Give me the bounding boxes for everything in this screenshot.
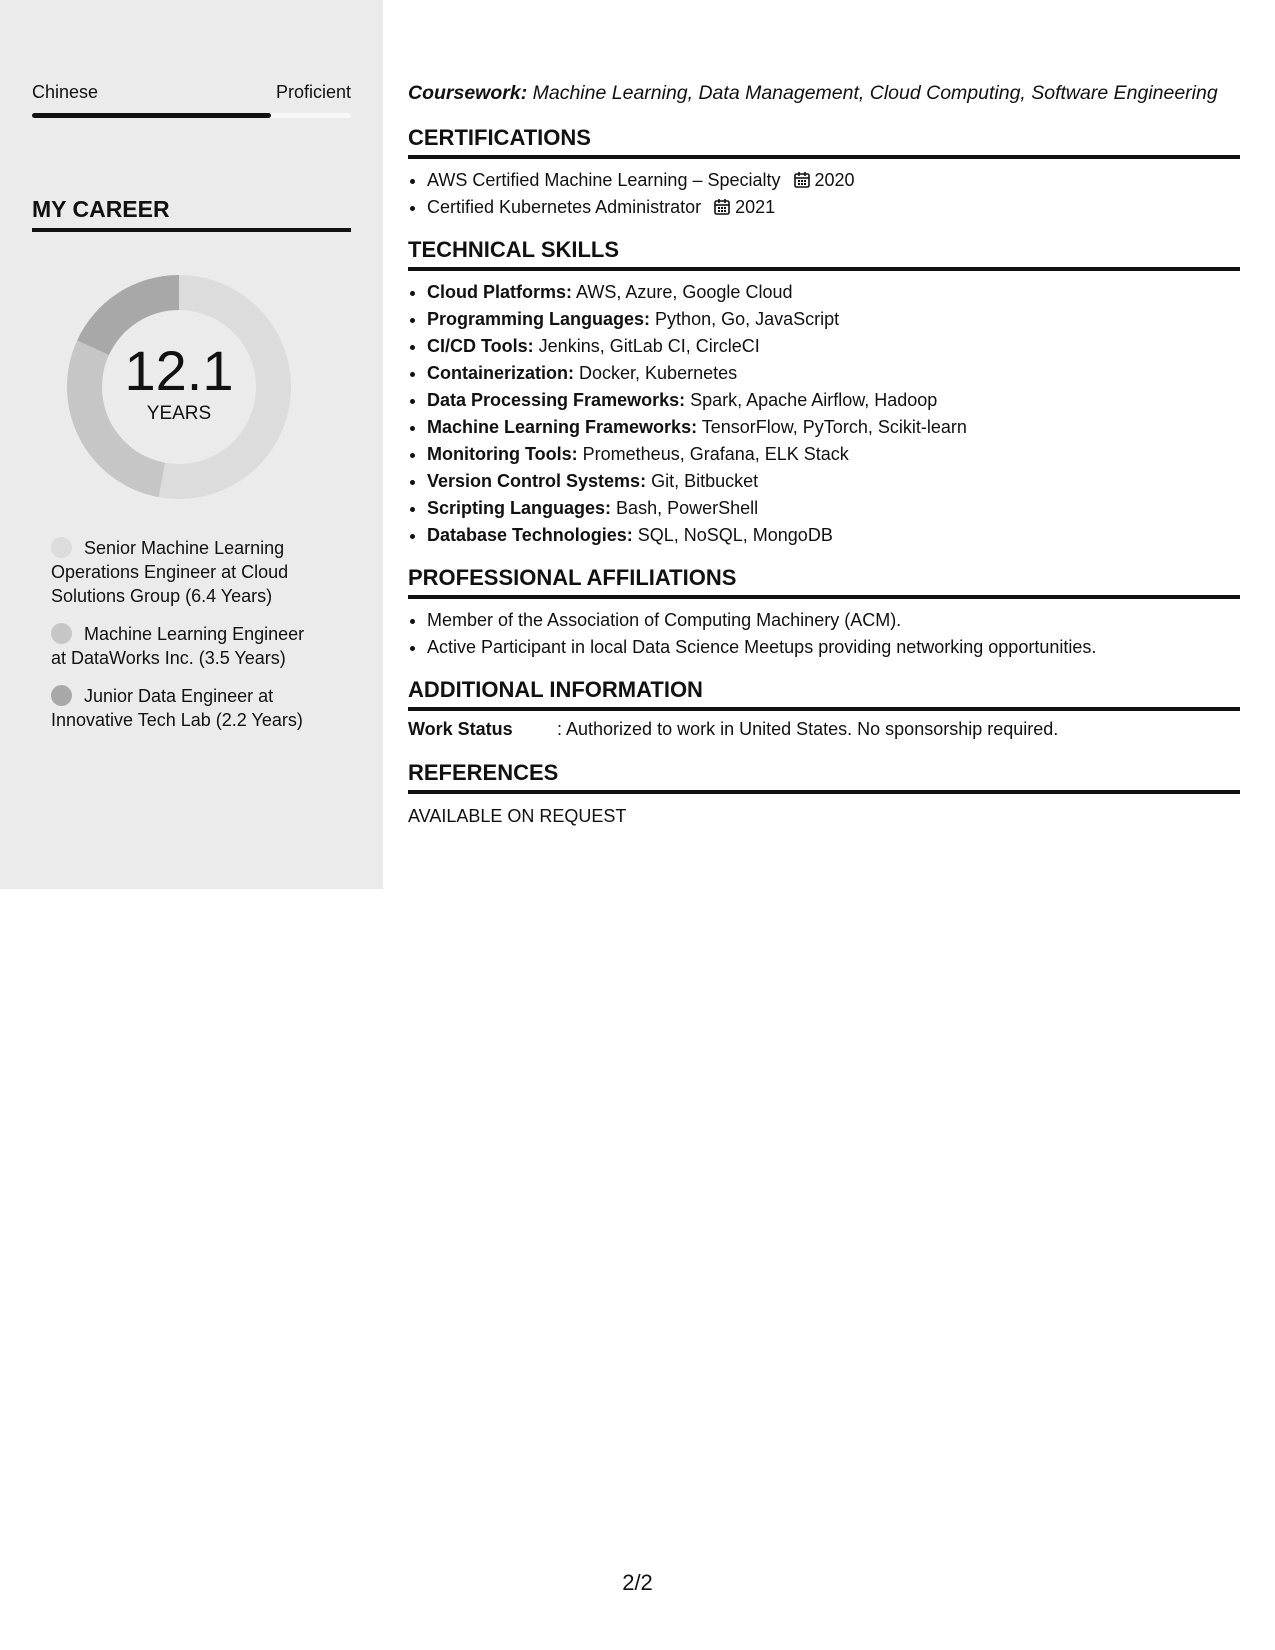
donut-center: [67, 275, 291, 499]
career-section-title: MY CAREER: [32, 196, 351, 232]
career-dot-icon: [51, 623, 72, 644]
skill-label: CI/CD Tools:: [427, 336, 534, 356]
career-item-text: Senior Machine Learning Operations Engineer at Cloud Solutions Group (6.4 Years): [51, 538, 289, 606]
work-status-value: : Authorized to work in United States. No sponsorship required.: [557, 719, 1059, 739]
skill-label: Monitoring Tools:: [427, 444, 578, 464]
career-dot-icon: [51, 537, 72, 558]
coursework: [408, 82, 1240, 105]
career-item: [51, 684, 321, 732]
technical-skills-title: TECHNICAL SKILLS: [408, 237, 1240, 271]
coursework-text: Machine Learning, Data Management, Cloud Computing, Software Engineering: [532, 82, 1218, 104]
skill-label: Cloud Platforms:: [427, 282, 573, 302]
skill-item: [427, 387, 1240, 414]
skill-item: [427, 495, 1240, 522]
skill-item: [427, 414, 1240, 441]
technical-skills-list: [408, 279, 1240, 549]
additional-info-title: ADDITIONAL INFORMATION: [408, 677, 1240, 711]
language-row: [32, 82, 351, 103]
skill-item: [427, 306, 1240, 333]
skill-value: Bash, PowerShell: [616, 498, 759, 518]
affiliations-list: [408, 607, 1240, 661]
certification-name: AWS Certified Machine Learning – Specialty: [427, 170, 781, 190]
skill-label: Containerization:: [427, 363, 574, 383]
skill-label: Data Processing Frameworks:: [427, 390, 686, 410]
skill-item: [427, 522, 1240, 549]
career-item-text: Machine Learning Engineer at DataWorks Inc. (3.5 Years): [51, 624, 305, 668]
skill-value: Spark, Apache Airflow, Hadoop: [690, 390, 938, 410]
references-text: AVAILABLE ON REQUEST: [408, 806, 627, 826]
certifications-list: [408, 167, 1240, 221]
skill-label: Machine Learning Frameworks:: [427, 417, 698, 437]
certification-year: 2021: [735, 197, 776, 217]
total-years-value: 12.1: [124, 339, 234, 402]
skill-value: Git, Bitbucket: [651, 471, 759, 491]
skill-value: TensorFlow, PyTorch, Scikit-learn: [701, 417, 967, 437]
certifications-title: CERTIFICATIONS: [408, 125, 1240, 159]
total-years-label: YEARS: [146, 403, 212, 424]
skill-label: Version Control Systems:: [427, 471, 647, 491]
skill-label: Database Technologies:: [427, 525, 633, 545]
certification-item: [427, 194, 1240, 221]
skill-item: [427, 441, 1240, 468]
skill-item: [427, 360, 1240, 387]
skill-item: [427, 468, 1240, 495]
career-dot-icon: [51, 685, 72, 706]
calendar-icon: [713, 198, 731, 216]
skill-value: SQL, NoSQL, MongoDB: [637, 525, 833, 545]
language-name: Chinese: [32, 82, 99, 102]
affiliations-title: PROFESSIONAL AFFILIATIONS: [408, 565, 1240, 599]
skill-value: Docker, Kubernetes: [579, 363, 738, 383]
career-item: [51, 536, 321, 608]
skill-label: Programming Languages:: [427, 309, 651, 329]
career-item: [51, 622, 321, 670]
main-content: [408, 82, 1240, 827]
skill-item: [427, 279, 1240, 306]
skill-label: Scripting Languages:: [427, 498, 612, 518]
affiliation-item: • Member of the Association of Computing Machinery (ACM).: [427, 607, 1240, 634]
coursework-label: Coursework:: [408, 82, 528, 104]
skill-value: Python, Go, JavaScript: [655, 309, 840, 329]
language-proficiency-bar: [32, 113, 351, 118]
calendar-icon: [793, 171, 811, 189]
sidebar: [0, 0, 383, 889]
skill-item: [427, 333, 1240, 360]
work-status-row: [408, 719, 1240, 740]
certification-name: Certified Kubernetes Administrator: [427, 197, 702, 217]
page-number: 2/2: [622, 1570, 653, 1595]
certification-item: [427, 167, 1240, 194]
language-level: Proficient: [275, 82, 351, 102]
skill-value: Jenkins, GitLab CI, CircleCI: [538, 336, 760, 356]
certification-year: 2020: [814, 170, 855, 190]
references-title: REFERENCES: [408, 760, 1240, 794]
affiliation-item: • Active Participant in local Data Science Meetups providing networking opportunities.: [427, 634, 1240, 661]
career-list: [51, 536, 321, 746]
skill-value: Prometheus, Grafana, ELK Stack: [582, 444, 849, 464]
language-proficiency-fill: [32, 113, 271, 118]
career-item-text: Junior Data Engineer at Innovative Tech Lab (2.2 Years): [51, 686, 303, 730]
work-status-label: Work Status: [408, 719, 513, 739]
skill-value: AWS, Azure, Google Cloud: [576, 282, 793, 302]
